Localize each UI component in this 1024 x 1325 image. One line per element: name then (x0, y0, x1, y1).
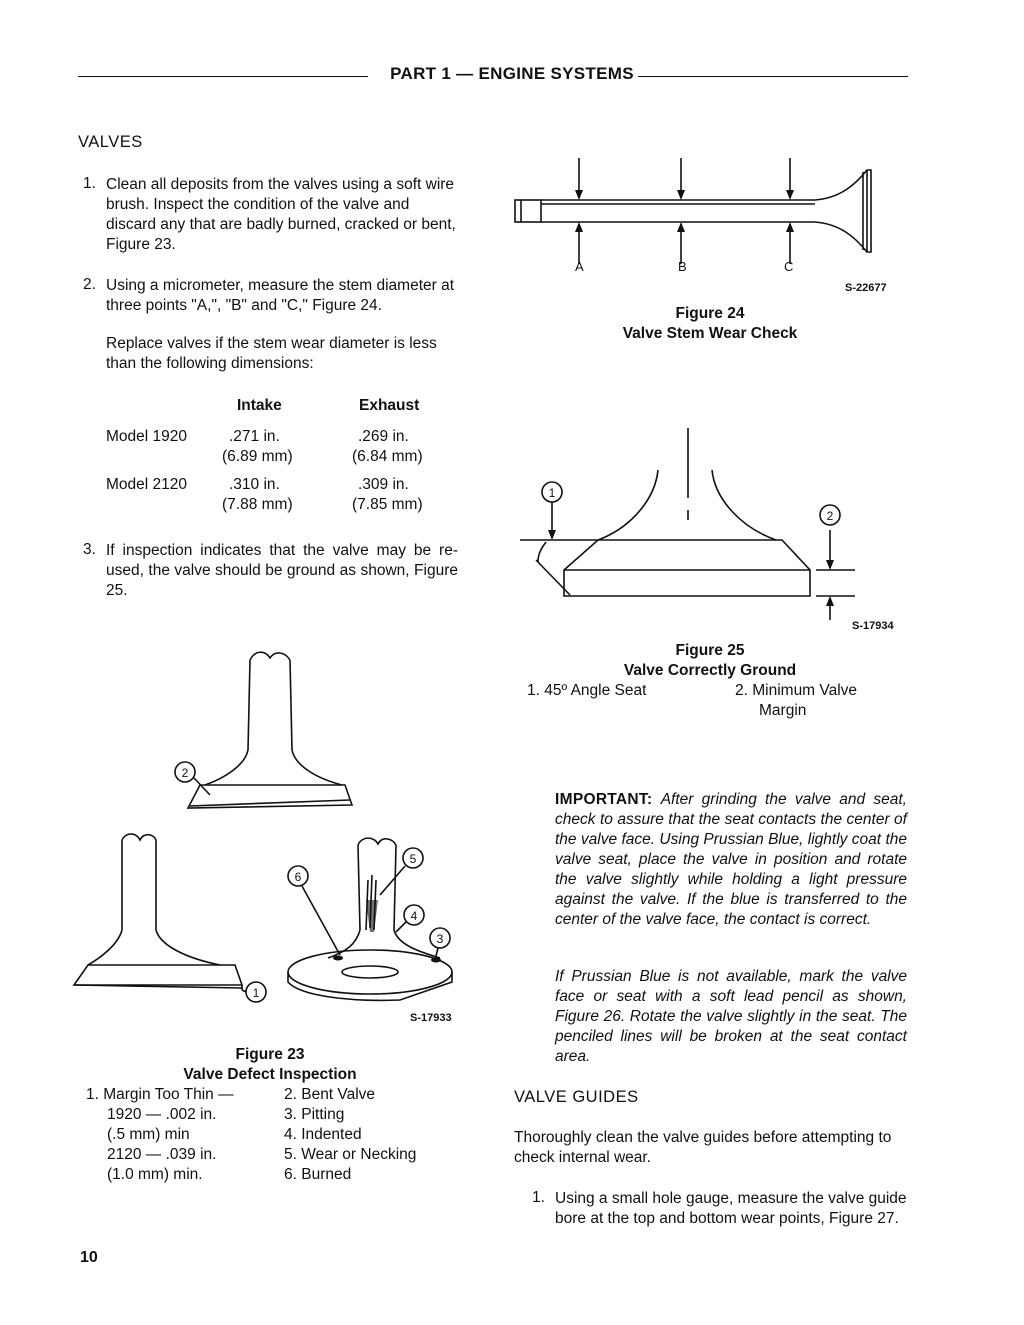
fig23-item-1d: (1.0 mm) min. (107, 1166, 203, 1183)
fig24-caption (560, 304, 860, 344)
valve-guides-heading: VALVE GUIDES (514, 1088, 639, 1106)
figure-23-drawing (60, 640, 480, 1025)
fig24-label-b: B (678, 259, 687, 274)
fig25-subtitle: Valve Correctly Ground (623, 662, 797, 679)
fig23-callout-3: 3 (436, 932, 444, 946)
fig23-item-3: 3. Pitting (284, 1106, 345, 1123)
fig24-id: S-22677 (845, 282, 887, 294)
fig23-item-1c: 2120 — .039 in. (107, 1146, 217, 1163)
fig24-label-c: C (784, 259, 794, 274)
row2-model: Model 2120 (106, 476, 188, 493)
step1-number: 1. (83, 175, 96, 192)
fig25-callout-2: 2 (826, 509, 834, 523)
fig25-caption (560, 641, 860, 681)
step1-text: Clean all deposits from the valves using a soft wire brush. Inspect the condition of the valve and discard any that are badly burned, cracked or bent, Figure 23. (106, 176, 456, 253)
valve-guides-intro: Thoroughly clean the valve guides before attempting to check internal wear. (514, 1129, 892, 1166)
figure-24-drawing (505, 150, 915, 295)
row1-intake-mm: (6.89 mm) (222, 448, 293, 465)
row1-model: Model 1920 (106, 428, 188, 445)
fig24-label-a: A (575, 259, 584, 274)
figure-25-drawing (510, 420, 870, 625)
fig25-item-1: 1. 45º Angle Seat (527, 682, 647, 699)
valves-heading: VALVES (78, 133, 143, 151)
fig23-callout-6: 6 (294, 870, 302, 884)
step3-number: 3. (83, 541, 96, 558)
fig23-caption (120, 1045, 420, 1085)
fig25-item-2b: Margin (759, 702, 807, 719)
row2-intake-mm: (7.88 mm) (222, 496, 293, 513)
fig23-item-2: 2. Bent Valve (284, 1086, 376, 1103)
step2-text: Using a micrometer, measure the stem diameter at three points "A,", "B" and "C," Figure 24. (106, 277, 455, 314)
col-intake-header: Intake (237, 397, 282, 414)
fig23-callout-4: 4 (410, 909, 418, 923)
guides-step1-number: 1. (532, 1189, 545, 1206)
fig25-callout-1: 1 (548, 486, 556, 500)
important-label: IMPORTANT: (555, 791, 653, 808)
fig23-left-items (86, 1085, 234, 1185)
page-header: PART 1 — ENGINE SYSTEMS (0, 64, 1024, 84)
replace-text: Replace valves if the stem wear diameter is less than the following dimensions: (106, 335, 437, 372)
fig23-right-items (284, 1085, 416, 1185)
important-note (555, 790, 907, 930)
step3-text: If inspection indicates that the valve may be re-used, the valve should be ground as shown, Figure 25. (106, 542, 458, 599)
fig23-subtitle: Valve Defect Inspection (183, 1066, 357, 1083)
fig24-title: Figure 24 (675, 305, 745, 322)
fig23-id: S-17933 (410, 1012, 452, 1024)
row2-intake: .310 in. (229, 476, 280, 493)
row2-exhaust-mm: (7.85 mm) (352, 496, 423, 513)
row1-exhaust: .269 in. (358, 428, 409, 445)
row1-intake: .271 in. (229, 428, 280, 445)
step2-number: 2. (83, 276, 96, 293)
fig23-callout-2: 2 (181, 766, 189, 780)
fig25-id: S-17934 (852, 620, 894, 632)
fig23-callout-1: 1 (252, 986, 260, 1000)
fig23-item-6: 6. Burned (284, 1166, 352, 1183)
fig23-item-4: 4. Indented (284, 1126, 362, 1143)
row2-exhaust: .309 in. (358, 476, 409, 493)
important-para2: If Prussian Blue is not available, mark the valve face or seat with a soft lead pencil as shown, Figure 26. Rotate the valve slightly in the seat. The penciled lines will be broken at the seat contact area. (555, 968, 907, 1065)
row1-exhaust-mm: (6.84 mm) (352, 448, 423, 465)
guides-step1-text: Using a small hole gauge, measure the valve guide bore at the top and bottom wear points, Figure 27. (555, 1190, 907, 1227)
col-exhaust-header: Exhaust (359, 397, 420, 414)
fig23-item-1b: (.5 mm) min (107, 1126, 190, 1143)
important-text: After grinding the valve and seat, check to assure that the seat contacts the center of the valve face. Using Prussian Blue, lightly coat the valve seat, place the valve in position and rotate the valve slightly while holding a light pressure against the valve. If the blue is transferred to the center of the valve face, the contact is correct. (555, 791, 907, 928)
fig23-item-5: 5. Wear or Necking (284, 1146, 417, 1163)
page-number: 10 (80, 1249, 98, 1266)
fig23-item-1: 1. Margin Too Thin — (86, 1086, 234, 1103)
fig23-title: Figure 23 (235, 1046, 305, 1063)
fig25-item-2: 2. Minimum Valve (735, 682, 858, 699)
fig23-item-1a: 1920 — .002 in. (107, 1106, 217, 1123)
fig25-title: Figure 25 (675, 642, 745, 659)
fig23-callout-5: 5 (409, 852, 417, 866)
fig24-subtitle: Valve Stem Wear Check (622, 325, 798, 342)
